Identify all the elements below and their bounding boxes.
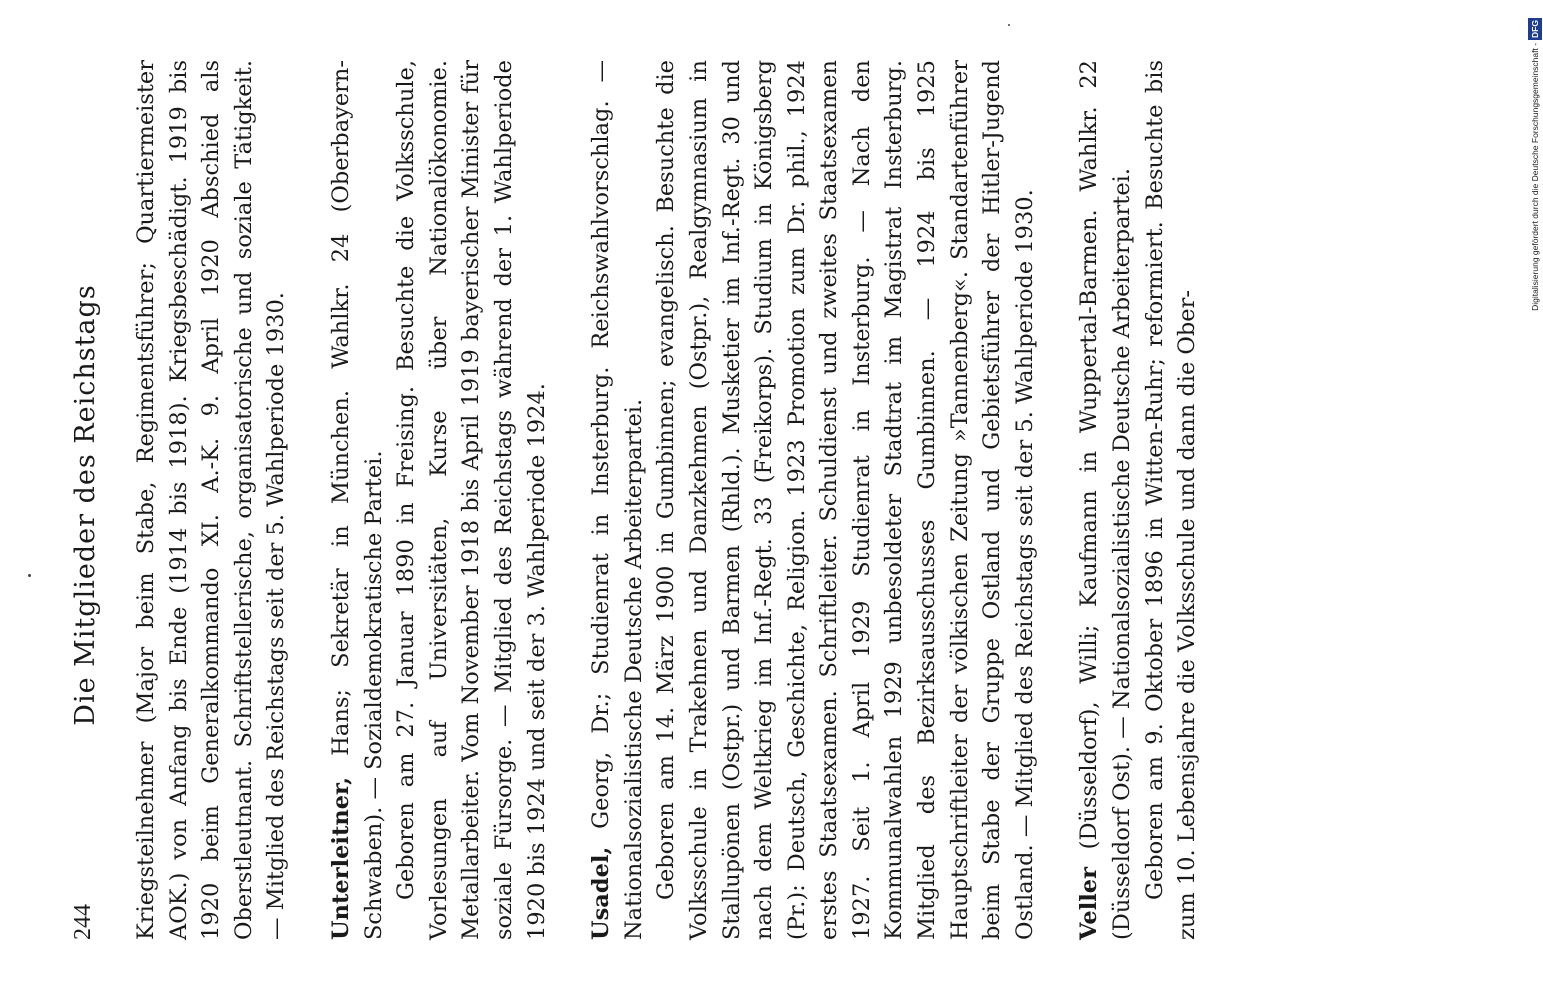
dfg-logo: DFG: [1530, 20, 1540, 38]
entry-biography: Geboren am 9. Oktober 1896 in Witten-Ruhr; reformiert. Besuchte bis zum 10. Lebensjahre die Volksschule und dann die Ober-: [1141, 60, 1201, 940]
credit-text: Digitalisierung gefördert durch die Deutsche Forschungsgemeinschaft -: [1530, 42, 1540, 311]
running-title: Die Mitglieder des Reichstags: [70, 284, 101, 726]
entry-header: [1073, 60, 1138, 940]
entry-name: Unterleitner,: [327, 776, 354, 940]
entry-biography: Geboren am 27. Januar 1890 in Freising. Besuchte die Volksschule, Vorlesungen auf Universitäten, Kurse über Nationalökonomie. Metallarbeiter. Vom November 1918 bis April 1919 bayerischer Minister für soziale Fürsorge. — Mitglied des Reichstags während der 1. Wahlperiode 1920 bis 1924 und seit der 3. Wahlperiode 1924.: [393, 60, 550, 940]
entry-header-text: Hans; Sekretär in München. Wahlkr. 24 (Oberbayern-Schwaben). — Sozialdemokratische Partei.: [327, 60, 387, 940]
entry-header: [325, 60, 390, 940]
entry-name: Veller: [1076, 867, 1103, 940]
entry-usadel: [585, 60, 1041, 940]
entry-name: Usadel,: [588, 846, 615, 940]
page-number: 244: [70, 904, 96, 940]
entry-biography: Geboren am 14. März 1900 in Gumbinnen; evangelisch. Besuchte die Volksschule in Trakehnen und Danzkehmen (Ostpr.), Realgymnasium in Stallupönen (Ostpr.) und Barmen (Rhld.). Musketier im Inf.-Regt. 30 und nach dem Weltkrieg im Inf.-Regt. 33 (Freikorps). Studium in Königsberg (Pr.): Deutsch, Geschichte, Religion. 1923 Promotion zum Dr. phil., 1924 erstes Staatsexamen. Schriftleiter. Schuldienst und zweites Staatsexamen 1927. Seit 1. April 1929 Studienrat in Insterburg. — Nach den Kommunalwahlen 1929 unbesoldeter Stadtrat im Magistrat Insterburg. Mitglied des Bezirksausschusses Gumbinnen. — 1924 bis 1925 Hauptschriftleiter der völkischen Zeitung »Tannenberg«. Standartenführer beim Stabe der Gruppe Ostland und Gebietsführer der Hitler-Jugend Ostland. — Mitglied des Reichstags seit der 5. Wahlperiode 1930.: [653, 60, 1038, 940]
page-header: [70, 70, 110, 940]
entry-header: [585, 60, 650, 940]
body-text: [130, 60, 1204, 940]
digitization-credit: [1528, 8, 1542, 398]
scan-speck: [1008, 24, 1010, 26]
entry-header-text: (Düsseldorf), Willi; Kaufmann in Wuppertal-Barmen. Wahlkr. 22 (Düsseldorf Ost). — Nationalsozialistische Deutsche Arbeiterpartei.: [1076, 60, 1136, 940]
entry-unterleitner: [325, 60, 553, 940]
continuation-paragraph: Kriegsteilnehmer (Major beim Stabe, Regimentsführer; Quartiermeister AOK.) von Anfang bis Ende (1914 bis 1918). Kriegsbeschädigt. 1919 bis 1920 beim Generalkommando XI. A.-K. 9. April 1920 Abschied als Oberstleutnant. Schriftstellerische, organisatorische und soziale Tätigkeit. — Mitglied des Reichstags seit der 5. Wahlperiode 1930.: [133, 60, 290, 940]
entry-veller: [1073, 60, 1203, 940]
scan-speck: [28, 574, 31, 577]
entry-header-text: Georg, Dr.; Studienrat in Insterburg. Reichswahlvorschlag. — Nationalsozialistische Deutsche Arbeiterpartei.: [588, 60, 647, 940]
